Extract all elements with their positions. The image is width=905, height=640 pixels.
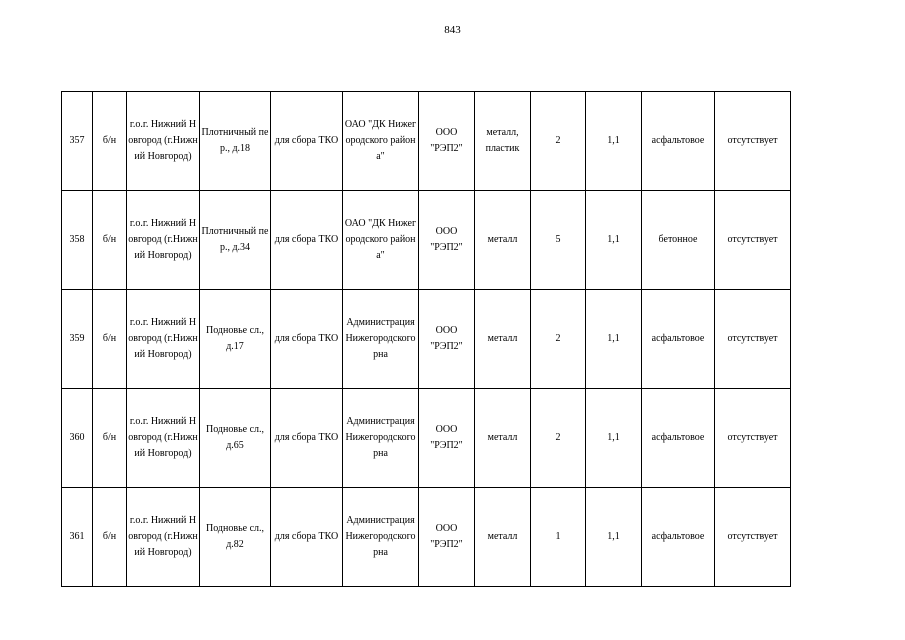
cell-owner: Администрация Нижегородского рна (343, 290, 419, 389)
cell-code: б/н (93, 488, 127, 587)
cell-fence: отсутствует (715, 488, 791, 587)
cell-fence: отсутствует (715, 389, 791, 488)
cell-owner: Администрация Нижегородского рна (343, 488, 419, 587)
cell-number: 361 (62, 488, 93, 587)
cell-code: б/н (93, 191, 127, 290)
cell-locality: г.о.г. Нижний Новгород (г.Нижний Новгород) (127, 191, 200, 290)
cell-operator: ООО "РЭП2" (419, 290, 475, 389)
cell-fence: отсутствует (715, 290, 791, 389)
cell-purpose: для сбора ТКО (271, 290, 343, 389)
cell-locality: г.о.г. Нижний Новгород (г.Нижний Новгород) (127, 488, 200, 587)
cell-material: металл (475, 488, 531, 587)
cell-material: металл (475, 290, 531, 389)
cell-code: б/н (93, 92, 127, 191)
table-row (62, 92, 791, 191)
cell-owner: Администрация Нижегородского рна (343, 389, 419, 488)
cell-fence: отсутствует (715, 92, 791, 191)
table-body (62, 92, 791, 587)
cell-fence: отсутствует (715, 191, 791, 290)
cell-surface: бетонное (642, 191, 715, 290)
cell-address: Подновье сл., д.65 (200, 389, 271, 488)
cell-volume: 1,1 (586, 290, 642, 389)
cell-code: б/н (93, 389, 127, 488)
cell-surface: асфальтовое (642, 92, 715, 191)
cell-operator: ООО "РЭП2" (419, 389, 475, 488)
cell-number: 360 (62, 389, 93, 488)
cell-locality: г.о.г. Нижний Новгород (г.Нижний Новгород) (127, 92, 200, 191)
cell-number: 358 (62, 191, 93, 290)
cell-operator: ООО "РЭП2" (419, 92, 475, 191)
cell-count: 2 (531, 389, 586, 488)
cell-surface: асфальтовое (642, 389, 715, 488)
cell-operator: ООО "РЭП2" (419, 488, 475, 587)
cell-count: 1 (531, 488, 586, 587)
cell-locality: г.о.г. Нижний Новгород (г.Нижний Новгород) (127, 389, 200, 488)
cell-volume: 1,1 (586, 191, 642, 290)
cell-volume: 1,1 (586, 488, 642, 587)
cell-count: 2 (531, 92, 586, 191)
cell-address: Подновье сл., д.82 (200, 488, 271, 587)
cell-surface: асфальтовое (642, 290, 715, 389)
cell-owner: ОАО "ДК Нижегородского района" (343, 191, 419, 290)
cell-count: 2 (531, 290, 586, 389)
table-row (62, 389, 791, 488)
cell-owner: ОАО "ДК Нижегородского района" (343, 92, 419, 191)
cell-material: металл (475, 389, 531, 488)
cell-address: Плотничный пер., д.18 (200, 92, 271, 191)
waste-sites-table (61, 91, 791, 587)
cell-address: Подновье сл., д.17 (200, 290, 271, 389)
table-row (62, 488, 791, 587)
cell-surface: асфальтовое (642, 488, 715, 587)
cell-material: металл, пластик (475, 92, 531, 191)
cell-volume: 1,1 (586, 389, 642, 488)
cell-code: б/н (93, 290, 127, 389)
cell-operator: ООО "РЭП2" (419, 191, 475, 290)
cell-locality: г.о.г. Нижний Новгород (г.Нижний Новгород) (127, 290, 200, 389)
cell-number: 357 (62, 92, 93, 191)
cell-number: 359 (62, 290, 93, 389)
cell-purpose: для сбора ТКО (271, 488, 343, 587)
cell-purpose: для сбора ТКО (271, 191, 343, 290)
cell-count: 5 (531, 191, 586, 290)
cell-address: Плотничный пер., д.34 (200, 191, 271, 290)
cell-material: металл (475, 191, 531, 290)
cell-purpose: для сбора ТКО (271, 389, 343, 488)
table-row (62, 191, 791, 290)
table-row (62, 290, 791, 389)
cell-purpose: для сбора ТКО (271, 92, 343, 191)
page-number: 843 (444, 24, 461, 36)
cell-volume: 1,1 (586, 92, 642, 191)
